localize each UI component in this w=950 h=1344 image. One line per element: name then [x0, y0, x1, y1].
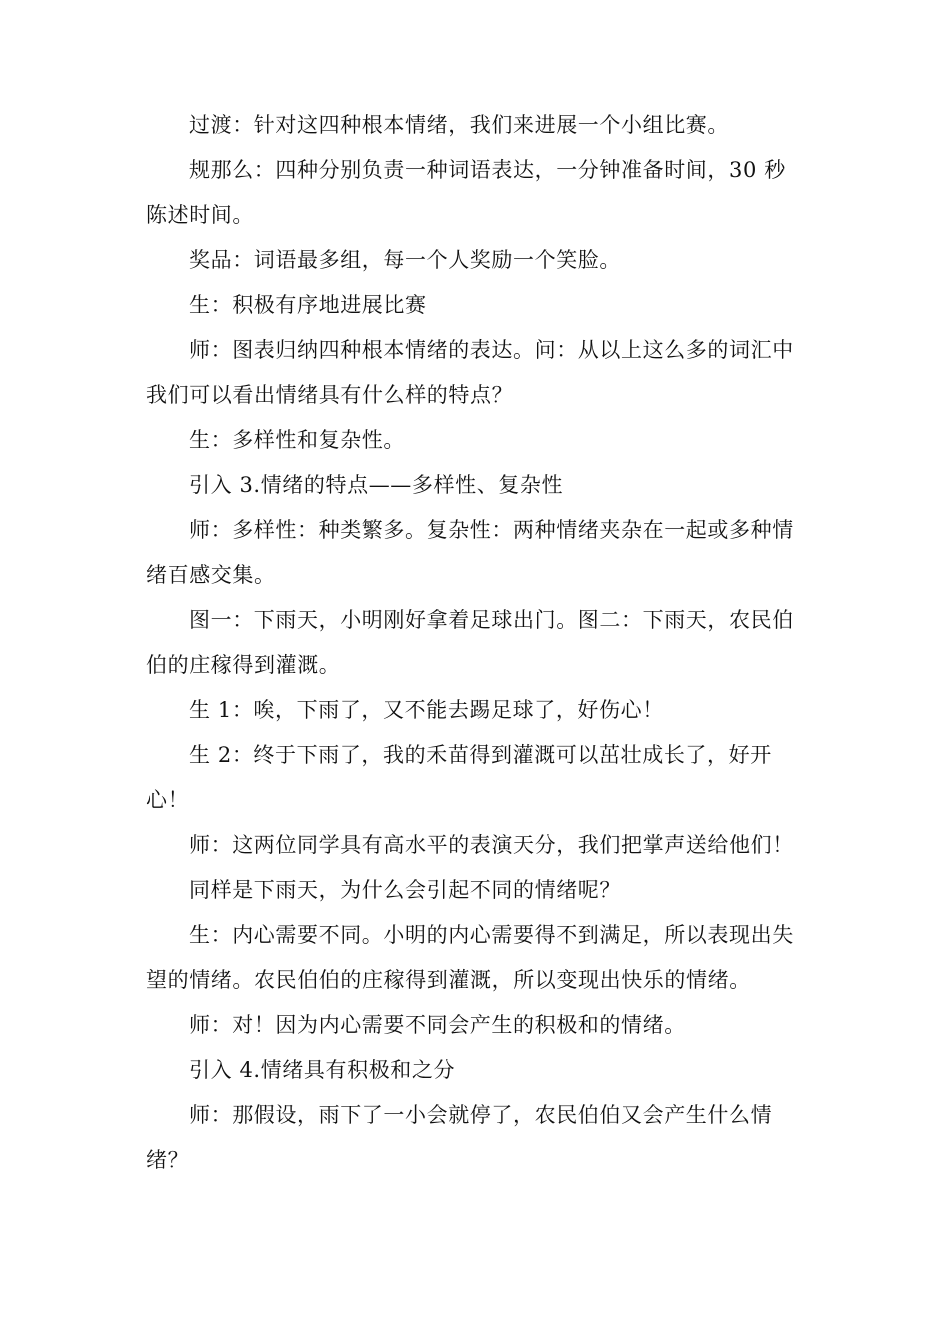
paragraph-teacher-confirm: 师：对！因为内心需要不同会产生的积极和的情绪。 [189, 1013, 686, 1037]
paragraph-student-explain: 生：内心需要不同。小明的内心需要得不到满足，所以表现出失望的情绪。农民伯伯的庄稼得到灌溉，所以变现出快乐的情绪。 [146, 923, 794, 992]
paragraph-question: 同样是下雨天，为什么会引起不同的情绪呢？ [189, 878, 621, 902]
paragraph-intro-3: 引入 3.情绪的特点——多样性、复杂性 [189, 473, 564, 497]
paragraph-student-1: 生 1：唉，下雨了，又不能去踢足球了，好伤心！ [189, 698, 664, 722]
paragraph-transition: 过渡：针对这四种根本情绪，我们来进展一个小组比赛。 [189, 113, 729, 137]
paragraph-teacher-summary: 师：图表归纳四种根本情绪的表达。问：从以上这么多的词汇中我们可以看出情绪具有什么样的特点？ [146, 338, 794, 407]
paragraph-student-competition: 生：积极有序地进展比赛 [189, 293, 427, 317]
paragraph-student-answer: 生：多样性和复杂性。 [189, 428, 405, 452]
paragraph-intro-4: 引入 4.情绪具有积极和之分 [189, 1058, 456, 1082]
paragraph-teacher-hypothesis: 师：那假设，雨下了一小会就停了，农民伯伯又会产生什么情绪？ [146, 1103, 773, 1172]
paragraph-student-2: 生 2：终于下雨了，我的禾苗得到灌溉可以茁壮成长了，好开心！ [146, 743, 772, 812]
paragraph-teacher-diversity: 师：多样性：种类繁多。复杂性：两种情绪夹杂在一起或多种情绪百感交集。 [146, 518, 794, 587]
paragraph-rules: 规那么：四种分别负责一种词语表达，一分钟准备时间，30 秒陈述时间。 [146, 158, 786, 227]
document-body [146, 103, 798, 1183]
paragraph-pictures: 图一：下雨天，小明刚好拿着足球出门。图二：下雨天，农民伯伯的庄稼得到灌溉。 [146, 608, 794, 677]
paragraph-teacher-applause: 师：这两位同学具有高水平的表演天分，我们把掌声送给他们！ [189, 833, 794, 857]
paragraph-prizes: 奖品：词语最多组，每一个人奖励一个笑脸。 [189, 248, 621, 272]
